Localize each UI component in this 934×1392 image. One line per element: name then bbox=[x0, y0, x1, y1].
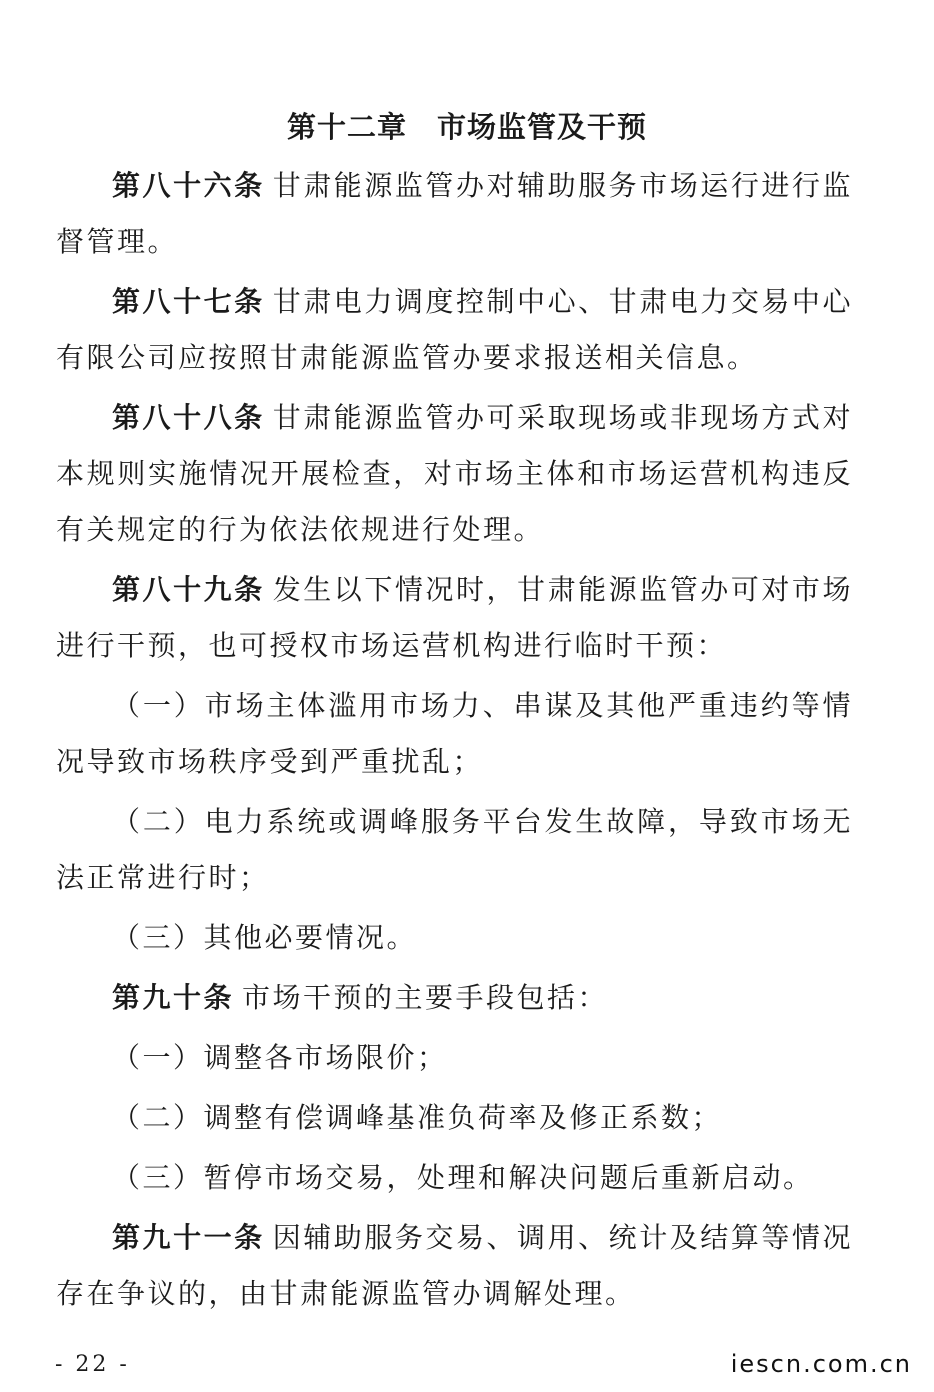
article-number: 第九十一条 bbox=[112, 1221, 265, 1254]
list-item bbox=[56, 1150, 853, 1206]
paragraph bbox=[56, 158, 853, 270]
paragraph-text: 甘肃能源监管办可采取现场或非现场方式对本规则实施情况开展检查，对市场主体和市场运营机构违反有关规定的行为依法依规进行处理。 bbox=[56, 401, 853, 546]
paragraph-text: 甘肃能源监管办对辅助服务市场运行进行监督管理。 bbox=[56, 169, 853, 258]
article-number: 第八十七条 bbox=[112, 285, 265, 318]
paragraph bbox=[56, 562, 853, 674]
paragraph-text: （三）暂停市场交易，处理和解决问题后重新启动。 bbox=[112, 1161, 814, 1194]
paragraph-text: （二）调整有偿调峰基准负荷率及修正系数； bbox=[112, 1101, 723, 1134]
paragraph-text: （三）其他必要情况。 bbox=[112, 921, 418, 954]
page-number: - 22 - bbox=[55, 1352, 130, 1377]
paragraph bbox=[56, 274, 853, 386]
paragraph bbox=[56, 970, 853, 1026]
body-text bbox=[56, 158, 853, 1326]
article-number: 第八十九条 bbox=[112, 573, 265, 606]
article-number: 第八十八条 bbox=[112, 401, 265, 434]
paragraph bbox=[56, 1210, 853, 1322]
paragraph-text: （一）调整各市场限价； bbox=[112, 1041, 448, 1074]
article-number: 第八十六条 bbox=[112, 169, 265, 202]
paragraph-text: （二）电力系统或调峰服务平台发生故障，导致市场无法正常进行时； bbox=[56, 805, 853, 894]
paragraph-text: 市场干预的主要手段包括： bbox=[242, 981, 609, 1014]
list-item bbox=[56, 794, 853, 906]
paragraph bbox=[56, 390, 853, 558]
chapter-title: 第十二章 市场监管及干预 bbox=[286, 110, 647, 144]
paragraph-text: （一）市场主体滥用市场力、串谋及其他严重违约等情况导致市场秩序受到严重扰乱； bbox=[56, 689, 853, 778]
list-item bbox=[56, 678, 853, 790]
list-item bbox=[56, 1030, 853, 1086]
article-number: 第九十条 bbox=[112, 981, 235, 1014]
list-item bbox=[56, 910, 853, 966]
site-watermark: iescn.com.cn bbox=[730, 1350, 912, 1378]
list-item bbox=[56, 1090, 853, 1146]
paragraph-text: 发生以下情况时，甘肃能源监管办可对市场进行干预，也可授权市场运营机构进行临时干预： bbox=[56, 573, 853, 662]
paragraph-text: 因辅助服务交易、调用、统计及结算等情况存在争议的，由甘肃能源监管办调解处理。 bbox=[56, 1221, 853, 1310]
paragraph-text: 甘肃电力调度控制中心、甘肃电力交易中心有限公司应按照甘肃能源监管办要求报送相关信息。 bbox=[56, 285, 853, 374]
